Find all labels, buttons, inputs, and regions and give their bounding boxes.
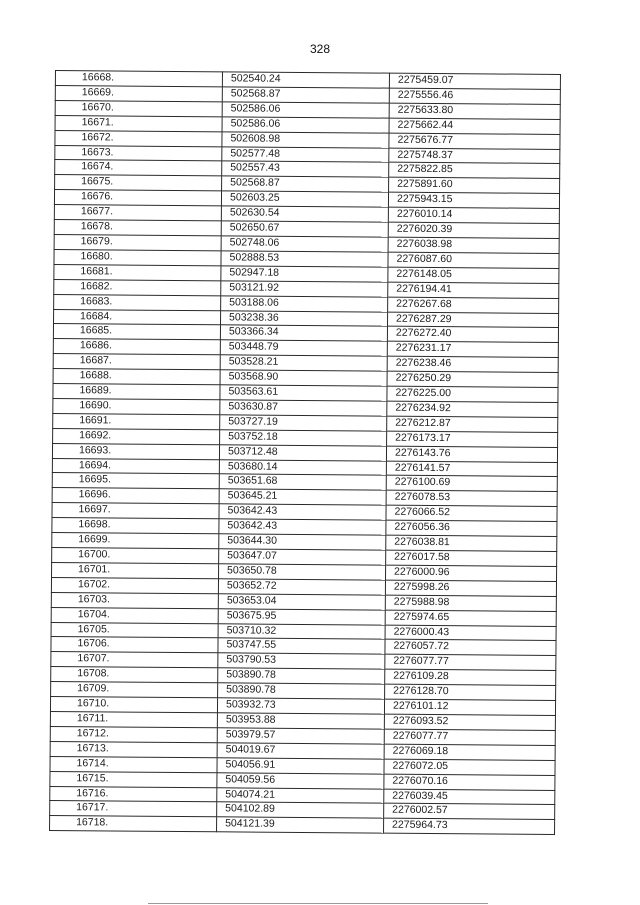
point-number-cell: 16698. <box>52 518 219 534</box>
easting-cell: 502888.53 <box>221 251 388 267</box>
northing-cell: 2275891.60 <box>389 177 560 193</box>
easting-cell: 503644.30 <box>219 534 386 550</box>
easting-cell: 503953.88 <box>217 713 384 729</box>
point-number-cell: 16676. <box>54 190 221 206</box>
northing-cell: 2276087.60 <box>388 252 559 268</box>
northing-cell: 2276225.00 <box>387 386 558 402</box>
point-number-cell: 16686. <box>53 339 220 355</box>
point-number-cell: 16711. <box>50 711 217 727</box>
easting-cell: 502603.25 <box>221 191 388 207</box>
northing-cell: 2275662.44 <box>389 118 560 134</box>
easting-cell: 503630.87 <box>220 400 387 416</box>
point-number-cell: 16680. <box>54 249 221 265</box>
northing-cell: 2275974.65 <box>385 610 556 626</box>
northing-cell: 2275822.85 <box>389 163 560 179</box>
easting-cell: 502748.06 <box>221 236 388 252</box>
easting-cell: 503121.92 <box>221 280 388 296</box>
point-number-cell: 16708. <box>51 667 218 683</box>
easting-cell: 503238.36 <box>221 310 388 326</box>
point-number-cell: 16683. <box>54 294 221 310</box>
northing-cell: 2276078.53 <box>386 490 557 506</box>
point-number-cell: 16710. <box>50 697 217 713</box>
easting-cell: 504056.91 <box>217 757 384 773</box>
northing-cell: 2276056.36 <box>386 520 557 536</box>
easting-cell: 503680.14 <box>219 459 386 475</box>
point-number-cell: 16678. <box>54 220 221 236</box>
northing-cell: 2276250.29 <box>387 371 558 387</box>
point-number-cell: 16696. <box>52 488 219 504</box>
coordinates-table-body <box>50 71 561 835</box>
easting-cell: 502568.87 <box>222 176 389 192</box>
easting-cell: 502557.43 <box>222 161 389 177</box>
easting-cell: 503727.19 <box>220 415 387 431</box>
northing-cell: 2276148.05 <box>388 267 559 283</box>
point-number-cell: 16715. <box>50 771 217 787</box>
point-number-cell: 16691. <box>53 413 220 429</box>
northing-cell: 2276231.17 <box>387 341 558 357</box>
point-number-cell: 16692. <box>53 428 220 444</box>
easting-cell: 503890.78 <box>218 683 385 699</box>
point-number-cell: 16679. <box>54 234 221 250</box>
point-number-cell: 16682. <box>54 279 221 295</box>
northing-cell: 2275943.15 <box>388 192 559 208</box>
northing-cell: 2276109.28 <box>385 669 556 685</box>
northing-cell: 2276143.76 <box>386 446 557 462</box>
point-number-cell: 16707. <box>51 652 218 668</box>
easting-cell: 503651.68 <box>219 474 386 490</box>
northing-cell: 2275998.26 <box>385 580 556 596</box>
easting-cell: 503528.21 <box>220 355 387 371</box>
point-number-cell: 16700. <box>52 547 219 563</box>
easting-cell: 503642.43 <box>219 504 386 520</box>
northing-cell: 2276194.41 <box>388 282 559 298</box>
easting-cell: 503650.78 <box>219 564 386 580</box>
point-number-cell: 16706. <box>51 637 218 653</box>
easting-cell: 502608.98 <box>222 131 389 147</box>
point-number-cell: 16673. <box>55 145 222 161</box>
northing-cell: 2276069.18 <box>384 744 555 760</box>
easting-cell: 503752.18 <box>220 430 387 446</box>
point-number-cell: 16690. <box>53 398 220 414</box>
point-number-cell: 16674. <box>55 160 222 176</box>
northing-cell: 2276077.77 <box>385 654 556 670</box>
table-row <box>50 816 555 835</box>
easting-cell: 504102.89 <box>217 802 384 818</box>
northing-cell: 2276238.46 <box>387 356 558 372</box>
point-number-cell: 16693. <box>52 443 219 459</box>
northing-cell: 2276287.29 <box>387 312 558 328</box>
easting-cell: 502947.18 <box>221 266 388 282</box>
northing-cell: 2276077.77 <box>384 729 555 745</box>
point-number-cell: 16670. <box>55 100 222 116</box>
northing-cell: 2276038.98 <box>388 237 559 253</box>
northing-cell: 2276000.43 <box>385 625 556 641</box>
easting-cell: 503932.73 <box>217 698 384 714</box>
easting-cell: 503652.72 <box>218 579 385 595</box>
easting-cell: 503188.06 <box>221 295 388 311</box>
point-number-cell: 16701. <box>52 562 219 578</box>
point-number-cell: 16687. <box>53 354 220 370</box>
point-number-cell: 16702. <box>51 577 218 593</box>
northing-cell: 2276212.87 <box>387 416 558 432</box>
easting-cell: 503366.34 <box>220 325 387 341</box>
northing-cell: 2275964.73 <box>384 818 555 834</box>
coordinates-table <box>49 70 561 835</box>
northing-cell: 2276101.12 <box>384 699 555 715</box>
northing-cell: 2275633.80 <box>389 103 560 119</box>
northing-cell: 2276128.70 <box>385 684 556 700</box>
easting-cell: 503747.55 <box>218 638 385 654</box>
easting-cell: 503712.48 <box>219 444 386 460</box>
point-number-cell: 16712. <box>50 726 217 742</box>
northing-cell: 2276010.14 <box>388 207 559 223</box>
point-number-cell: 16716. <box>50 786 217 802</box>
northing-cell: 2275459.07 <box>389 73 560 89</box>
page-number: 328 <box>309 42 331 56</box>
point-number-cell: 16694. <box>52 458 219 474</box>
easting-cell: 504059.56 <box>217 772 384 788</box>
point-number-cell: 16714. <box>50 756 217 772</box>
northing-cell: 2276272.40 <box>387 327 558 343</box>
point-number-cell: 16677. <box>54 205 221 221</box>
northing-cell: 2276093.52 <box>384 714 555 730</box>
easting-cell: 502650.67 <box>221 221 388 237</box>
northing-cell: 2276017.58 <box>386 550 557 566</box>
point-number-cell: 16688. <box>53 369 220 385</box>
point-number-cell: 16718. <box>50 816 217 832</box>
point-number-cell: 16685. <box>53 324 220 340</box>
easting-cell: 504121.39 <box>217 817 384 833</box>
northing-cell: 2276066.52 <box>386 505 557 521</box>
point-number-cell: 16675. <box>55 175 222 191</box>
easting-cell: 503647.07 <box>219 549 386 565</box>
northing-cell: 2276020.39 <box>388 222 559 238</box>
northing-cell: 2276100.69 <box>386 476 557 492</box>
point-number-cell: 16681. <box>54 264 221 280</box>
point-number-cell: 16704. <box>51 607 218 623</box>
scan-edge-line <box>148 903 488 904</box>
northing-cell: 2275556.46 <box>389 88 560 104</box>
easting-cell: 503710.32 <box>218 623 385 639</box>
northing-cell: 2275748.37 <box>389 148 560 164</box>
point-number-cell: 16672. <box>55 130 222 146</box>
easting-cell: 503675.95 <box>218 608 385 624</box>
easting-cell: 503653.04 <box>218 594 385 610</box>
coordinates-table-wrapper <box>49 70 560 835</box>
easting-cell: 503645.21 <box>219 489 386 505</box>
point-number-cell: 16668. <box>55 71 222 87</box>
easting-cell: 502568.87 <box>222 87 389 103</box>
northing-cell: 2276173.17 <box>387 431 558 447</box>
easting-cell: 502630.54 <box>221 206 388 222</box>
easting-cell: 503563.61 <box>220 385 387 401</box>
easting-cell: 503642.43 <box>219 519 386 535</box>
easting-cell: 503790.53 <box>218 653 385 669</box>
easting-cell: 502540.24 <box>222 72 389 88</box>
easting-cell: 503568.90 <box>220 370 387 386</box>
easting-cell: 503448.79 <box>220 340 387 356</box>
northing-cell: 2275988.98 <box>385 595 556 611</box>
easting-cell: 503979.57 <box>217 728 384 744</box>
point-number-cell: 16684. <box>54 309 221 325</box>
point-number-cell: 16709. <box>51 682 218 698</box>
northing-cell: 2276057.72 <box>385 640 556 656</box>
point-number-cell: 16699. <box>52 533 219 549</box>
point-number-cell: 16697. <box>52 503 219 519</box>
easting-cell: 502577.48 <box>222 146 389 162</box>
northing-cell: 2276072.05 <box>384 759 555 775</box>
point-number-cell: 16703. <box>51 592 218 608</box>
point-number-cell: 16695. <box>52 473 219 489</box>
northing-cell: 2276234.92 <box>387 401 558 417</box>
northing-cell: 2276039.45 <box>384 789 555 805</box>
easting-cell: 502586.06 <box>222 117 389 133</box>
point-number-cell: 16669. <box>55 85 222 101</box>
northing-cell: 2276070.16 <box>384 774 555 790</box>
easting-cell: 503890.78 <box>218 668 385 684</box>
northing-cell: 2276000.96 <box>386 565 557 581</box>
northing-cell: 2276002.57 <box>384 804 555 820</box>
point-number-cell: 16717. <box>50 801 217 817</box>
easting-cell: 504074.21 <box>217 787 384 803</box>
easting-cell: 504019.67 <box>217 743 384 759</box>
northing-cell: 2276141.57 <box>386 461 557 477</box>
northing-cell: 2276267.68 <box>388 297 559 313</box>
northing-cell: 2275676.77 <box>389 133 560 149</box>
point-number-cell: 16671. <box>55 115 222 131</box>
easting-cell: 502586.06 <box>222 102 389 118</box>
point-number-cell: 16713. <box>50 741 217 757</box>
point-number-cell: 16705. <box>51 622 218 638</box>
northing-cell: 2276038.81 <box>386 535 557 551</box>
point-number-cell: 16689. <box>53 384 220 400</box>
